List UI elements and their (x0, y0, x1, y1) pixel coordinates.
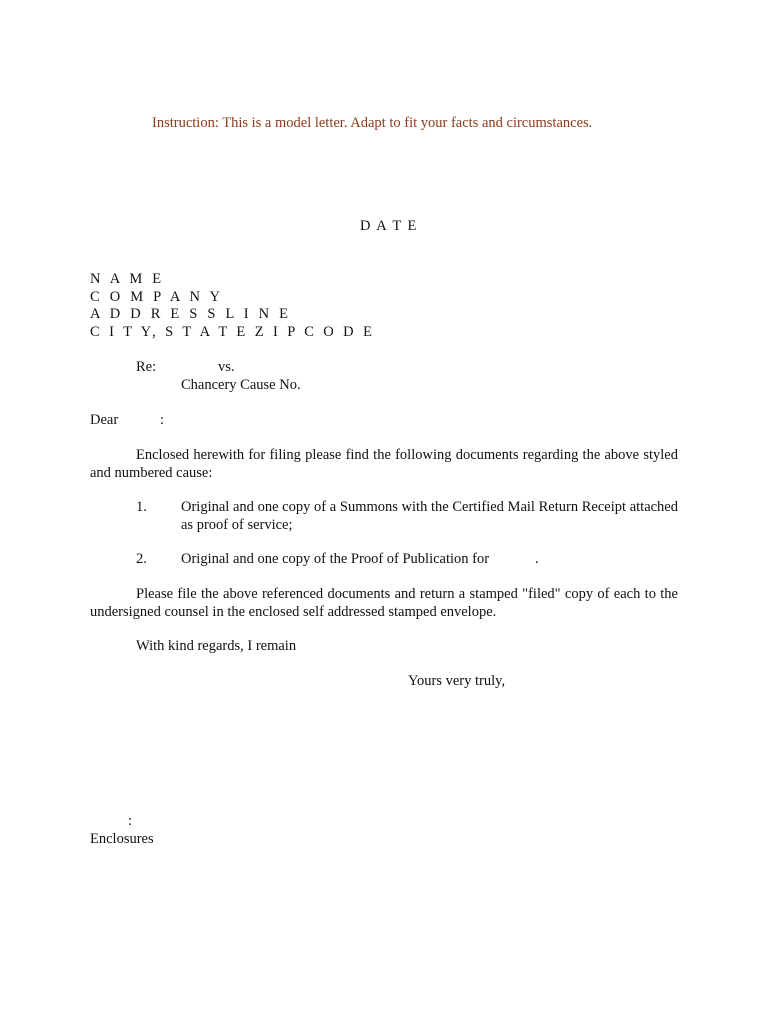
list-item (136, 498, 678, 534)
list-item-number: 1. (136, 499, 147, 515)
instruction-note: Instruction: This is a model letter. Adapt to fit your facts and circumstances. (152, 115, 593, 131)
list-item-text: Original and one copy of a Summons with the Certified Mail Return Receipt attached as proof of service; (181, 499, 678, 533)
list-item-suffix: . (535, 551, 539, 567)
re-cause-number: Chancery Cause No. (181, 377, 301, 393)
date-line: D A T E (360, 218, 419, 234)
valediction: Yours very truly, (408, 673, 506, 689)
request-paragraph: Please file the above referenced documents and return a stamped "filed" copy of each to the undersigned counsel in the enclosed self addressed stamped envelope. (90, 586, 678, 620)
list-item (136, 550, 678, 568)
re-vs: vs. (218, 359, 235, 375)
recipient-company: C O M P A N Y (90, 289, 224, 305)
list-item-text: Original and one copy of the Proof of Publication for (181, 551, 490, 567)
closing-line: With kind regards, I remain (136, 638, 297, 654)
list-item-number: 2. (136, 551, 147, 567)
salutation-dear: Dear (90, 412, 119, 428)
intro-paragraph: Enclosed herewith for filing please find the following documents regarding the above styled and numbered cause: (90, 447, 678, 481)
footer-colon: : (128, 813, 133, 829)
recipient-address-line: A D D R E S S L I N E (90, 306, 292, 322)
recipient-name: N A M E (90, 271, 165, 287)
recipient-city-state-zip: C I T Y, S T A T E Z I P C O D E (90, 324, 375, 340)
enclosures-label: Enclosures (90, 831, 154, 847)
re-label: Re: (136, 359, 157, 375)
salutation-colon: : (160, 412, 165, 428)
